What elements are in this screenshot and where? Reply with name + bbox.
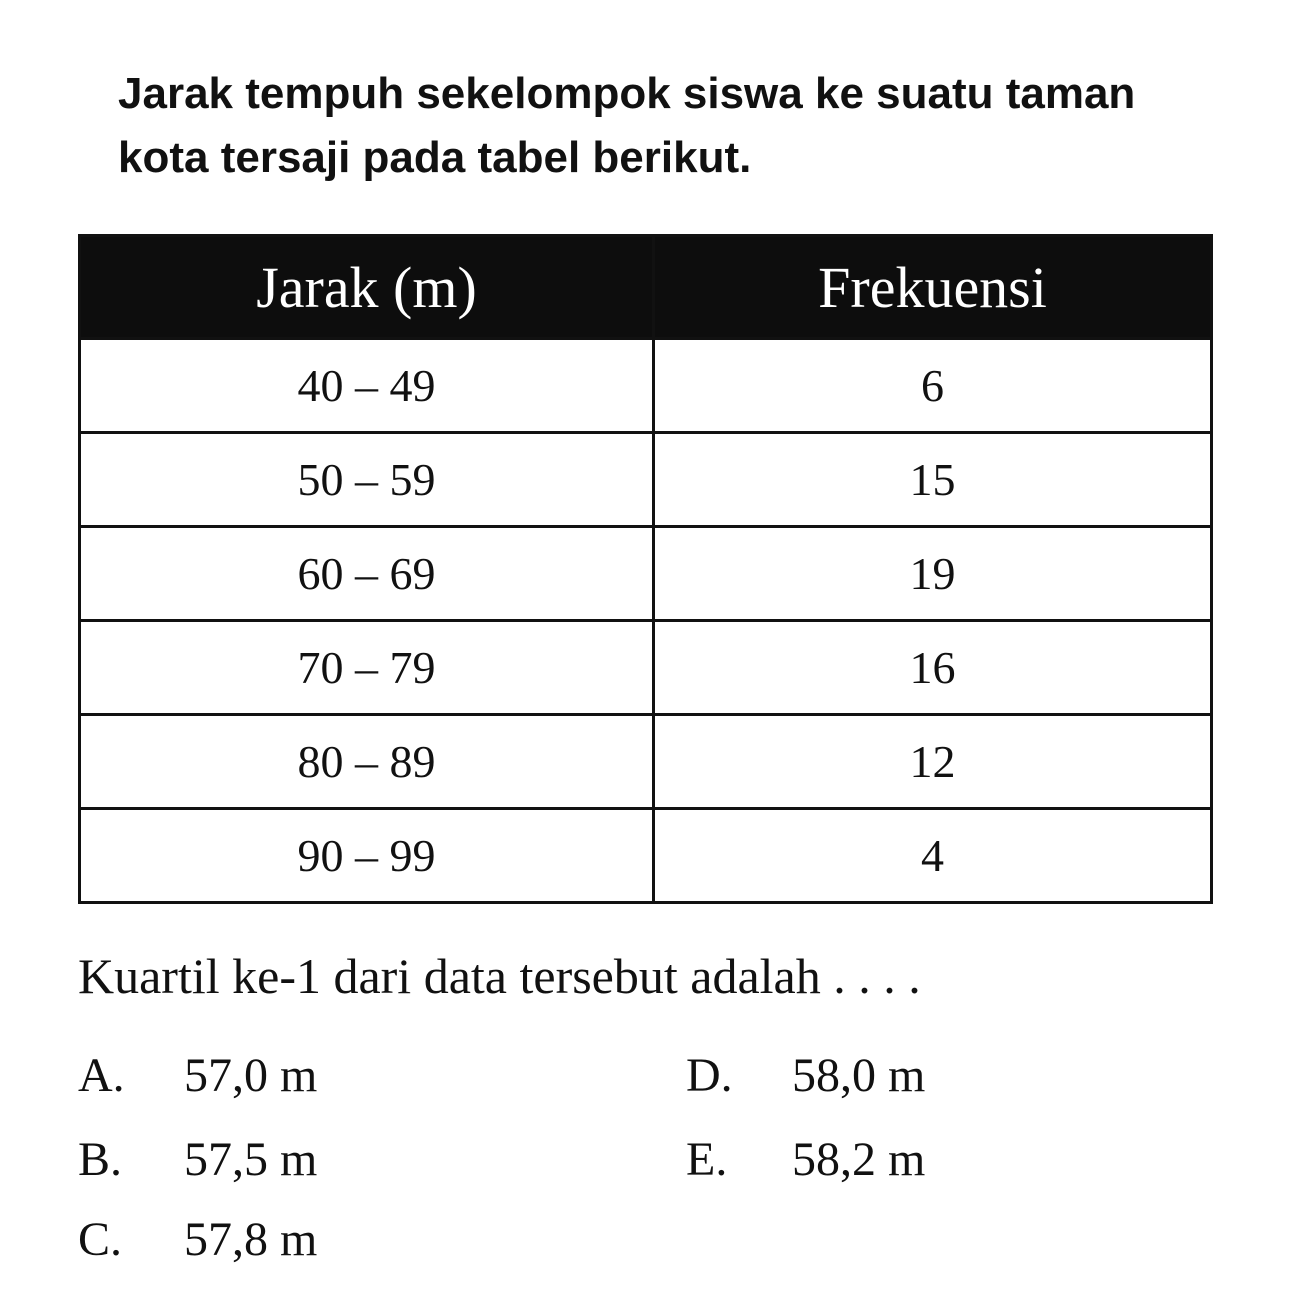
option-letter: D.	[686, 1049, 733, 1102]
distance-cell: 50 – 59	[80, 433, 654, 527]
option-b	[78, 1130, 317, 1190]
table-row	[80, 433, 1212, 527]
option-value: 58,2 m	[792, 1133, 926, 1186]
option-e	[686, 1130, 925, 1190]
table-row	[80, 621, 1212, 715]
frequency-cell: 6	[654, 339, 1212, 433]
distance-cell: 40 – 49	[80, 339, 654, 433]
frequency-cell: 12	[654, 715, 1212, 809]
table-header-row	[80, 236, 1212, 339]
option-value: 57,0 m	[184, 1049, 318, 1102]
option-a	[78, 1046, 317, 1106]
option-letter: A.	[78, 1049, 125, 1102]
frequency-table	[78, 234, 1213, 904]
frequency-cell: 16	[654, 621, 1212, 715]
option-letter: C.	[78, 1213, 123, 1266]
option-value: 57,5 m	[184, 1133, 318, 1186]
frequency-cell: 15	[654, 433, 1212, 527]
question-text: Kuartil ke-1 dari data tersebut adalah . . . .	[78, 948, 921, 1004]
option-c	[78, 1210, 317, 1270]
problem-intro: Jarak tempuh sekelompok siswa ke suatu taman kota tersaji pada tabel berikut.	[118, 69, 1136, 182]
frequency-cell: 19	[654, 527, 1212, 621]
option-value: 57,8 m	[184, 1213, 318, 1266]
distance-cell: 60 – 69	[80, 527, 654, 621]
distance-cell: 70 – 79	[80, 621, 654, 715]
header-frequency: Frekuensi	[654, 236, 1212, 339]
table-row	[80, 809, 1212, 903]
option-d	[686, 1046, 925, 1106]
option-value: 58,0 m	[792, 1049, 926, 1102]
option-letter: E.	[686, 1133, 728, 1186]
header-distance: Jarak (m)	[80, 236, 654, 339]
distance-cell: 90 – 99	[80, 809, 654, 903]
frequency-cell: 4	[654, 809, 1212, 903]
table-row	[80, 715, 1212, 809]
distance-cell: 80 – 89	[80, 715, 654, 809]
table-row	[80, 339, 1212, 433]
option-letter: B.	[78, 1133, 123, 1186]
table-row	[80, 527, 1212, 621]
